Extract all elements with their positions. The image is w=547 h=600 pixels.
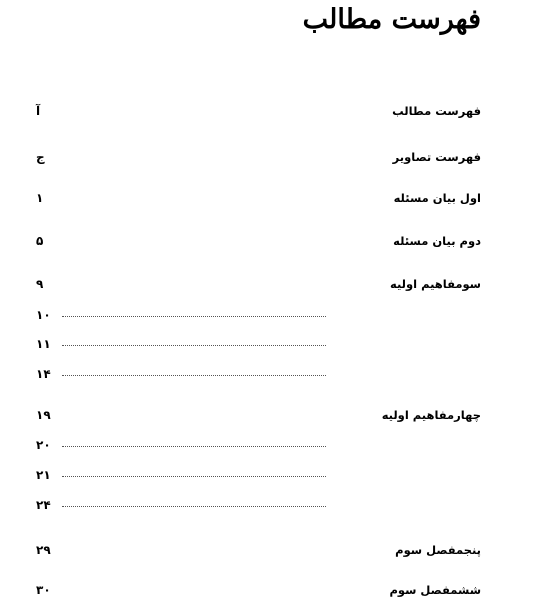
toc-entry-page: آ <box>36 104 41 118</box>
page-title: فهرست مطالب <box>302 4 481 35</box>
toc-subentry-page: ۲۴ <box>36 498 51 512</box>
toc-entry-page: ۳۰ <box>36 583 51 597</box>
toc-entry[interactable] <box>36 405 481 425</box>
toc-entry-page: ۱۹ <box>36 408 51 422</box>
toc-entry[interactable] <box>36 231 481 251</box>
toc-entry[interactable] <box>36 188 481 208</box>
toc-entry-title: دوم بیان مسئله <box>393 234 481 248</box>
toc-subentry[interactable] <box>36 335 326 353</box>
dot-leader <box>62 476 326 477</box>
toc-entry[interactable] <box>36 147 481 167</box>
toc-entry-title: چهارمفاهیم اولیه <box>381 408 481 422</box>
toc-subentry[interactable] <box>36 306 326 324</box>
toc-entry-page: ۲۹ <box>36 543 51 557</box>
toc-entry-title: ششمفصل سوم <box>389 583 481 597</box>
dot-leader <box>62 316 326 317</box>
toc-subentry-page: ۲۱ <box>36 468 51 482</box>
toc-subentry[interactable] <box>36 365 326 383</box>
toc-entry[interactable] <box>36 274 481 294</box>
dot-leader <box>62 446 326 447</box>
toc-entry[interactable] <box>36 540 481 560</box>
toc-subentry-page: ۱۱ <box>36 337 51 351</box>
dot-leader <box>62 345 326 346</box>
dot-leader <box>62 375 326 376</box>
toc-entry[interactable] <box>36 101 481 121</box>
toc-subentry[interactable] <box>36 496 326 514</box>
toc-subentry-page: ۱۴ <box>36 367 51 381</box>
toc-entry-page: ۹ <box>36 277 44 291</box>
dot-leader <box>62 506 326 507</box>
toc-entry-title: فهرست مطالب <box>392 104 481 118</box>
toc-entry-title: اول بیان مسئله <box>393 191 481 205</box>
toc-entry-page: ج <box>36 150 45 164</box>
toc-subentry-page: ۲۰ <box>36 438 51 452</box>
toc-entry-title: پنجمفصل سوم <box>395 543 481 557</box>
toc-subentry[interactable] <box>36 436 326 454</box>
toc-entry-title: سومفاهیم اولیه <box>389 277 481 291</box>
toc-subentry[interactable] <box>36 466 326 484</box>
toc-subentry-page: ۱۰ <box>36 308 51 322</box>
toc-entry[interactable] <box>36 580 481 600</box>
toc-entry-title: فهرست تصاویر <box>392 150 481 164</box>
toc-entry-page: ۱ <box>36 191 44 205</box>
toc-entry-page: ۵ <box>36 234 44 248</box>
